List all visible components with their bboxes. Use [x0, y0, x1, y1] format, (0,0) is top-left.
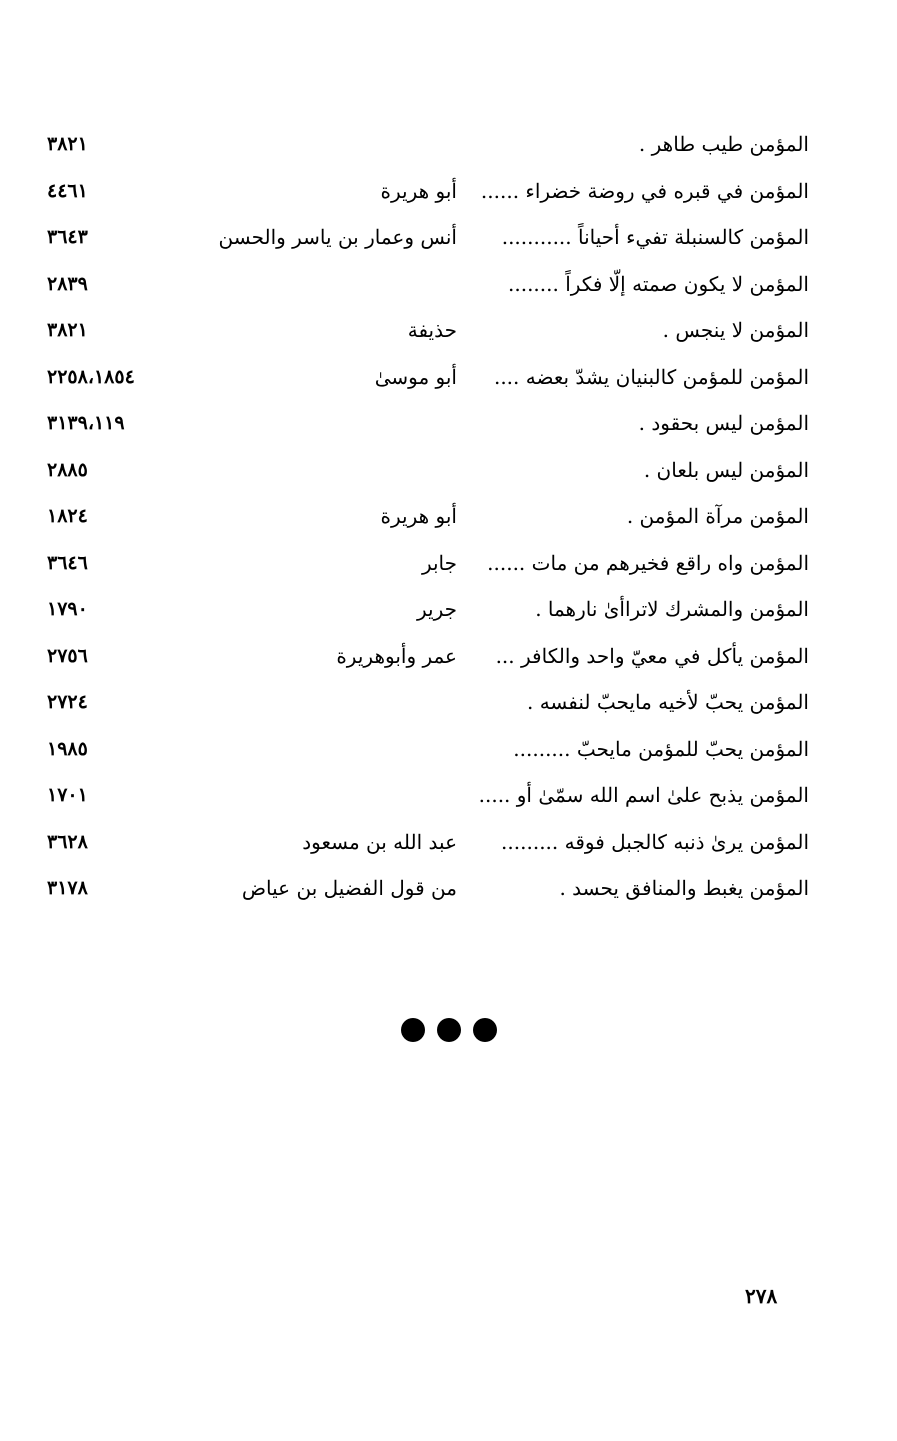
hadith-text: المؤمن يغبط والمنافق يحسد . — [559, 876, 809, 900]
narrator-name: عبد الله بن مسعود — [302, 829, 457, 854]
hadith-text: المؤمن ليس بلعان . — [643, 457, 809, 482]
ornament-dot-icon — [437, 1018, 461, 1042]
hadith-text: المؤمن يرىٰ ذنبه كالجبل فوقه ......... — [501, 829, 809, 854]
hadith-text: المؤمن طيب طاهر . — [638, 132, 809, 156]
narrator-name: أبو هريرة — [380, 504, 457, 528]
index-row — [0, 353, 897, 400]
narrator-name: أبو هريرة — [380, 178, 457, 203]
hadith-number: ٣٨٢١ — [47, 133, 88, 155]
index-row — [0, 539, 897, 586]
section-end-ornament — [0, 1018, 897, 1042]
index-row — [0, 213, 897, 260]
hadith-text: المؤمن في قبره في روضة خضراء ...... — [480, 178, 809, 203]
hadith-index-list — [0, 120, 897, 911]
hadith-text: المؤمن لا يكون صمته إلّا فكراً ........ — [508, 271, 809, 296]
hadith-number: ٣٦٢٨ — [47, 830, 88, 853]
hadith-number: ٢٧٥٦ — [47, 644, 88, 667]
index-row — [0, 632, 897, 679]
hadith-text: المؤمن يأكل في معيّ واحد والكافر ... — [495, 643, 809, 668]
hadith-number: ١٨٢٤ — [47, 505, 88, 527]
hadith-text: المؤمن للمؤمن كالبنيان يشدّ بعضه .... — [493, 364, 809, 389]
hadith-number: ١٧٩٠ — [47, 598, 88, 620]
index-row — [0, 818, 897, 865]
index-row — [0, 306, 897, 353]
ornament-dot-icon — [473, 1018, 497, 1042]
hadith-number: ٢٧٢٤ — [47, 691, 88, 713]
narrator-name: جابر — [421, 550, 457, 575]
ornament-dot-icon — [401, 1018, 425, 1042]
hadith-text: المؤمن لا ينجس . — [662, 318, 809, 342]
index-row — [0, 260, 897, 307]
hadith-text: المؤمن كالسنبلة تفيء أحياناً ........... — [501, 225, 809, 249]
hadith-number: ١٩٨٥ — [47, 737, 88, 760]
index-row — [0, 585, 897, 632]
hadith-text: المؤمن واه راقع فخيرهم من مات ...... — [487, 550, 809, 575]
hadith-number: ٣٦٤٦ — [47, 551, 88, 574]
hadith-number: ٣٦٤٣ — [47, 226, 88, 248]
hadith-number: ٣١٧٨ — [47, 877, 88, 899]
hadith-number: ٢٨٨٥ — [47, 458, 88, 481]
hadith-number: ٣١٣٩،١١٩ — [47, 412, 125, 434]
hadith-text: المؤمن يحبّ للمؤمن مايحبّ ......... — [513, 736, 809, 761]
index-row — [0, 399, 897, 446]
hadith-number: ٤٤٦١ — [47, 179, 88, 202]
index-row — [0, 120, 897, 167]
index-row — [0, 492, 897, 539]
index-row — [0, 771, 897, 818]
hadith-number: ٣٨٢١ — [47, 319, 88, 341]
index-row — [0, 678, 897, 725]
narrator-name: عمر وأبوهريرة — [336, 643, 457, 668]
hadith-number: ٢٢٥٨،١٨٥٤ — [47, 365, 135, 388]
index-row — [0, 167, 897, 214]
hadith-number: ١٧٠١ — [47, 784, 88, 806]
hadith-text: المؤمن يذبح علىٰ اسم الله سمّىٰ أو ..... — [479, 783, 809, 807]
narrator-name: أبو موسىٰ — [374, 364, 457, 389]
hadith-number: ٢٨٣٩ — [47, 272, 88, 295]
hadith-text: المؤمن والمشرك لاتراأىٰ نارهما . — [535, 597, 809, 621]
narrator-name: من قول الفضيل بن عياض — [241, 876, 457, 900]
narrator-name: أنس وعمار بن ياسر والحسن — [218, 225, 457, 249]
hadith-text: المؤمن يحبّ لأخيه مايحبّ لنفسه . — [526, 690, 809, 714]
hadith-text: المؤمن ليس بحقود . — [638, 411, 809, 435]
index-row — [0, 864, 897, 911]
index-row — [0, 725, 897, 772]
narrator-name: جرير — [417, 597, 457, 621]
page-number: ٢٧٨ — [745, 1284, 778, 1308]
index-row — [0, 446, 897, 493]
hadith-text: المؤمن مرآة المؤمن . — [626, 504, 809, 528]
narrator-name: حذيفة — [407, 318, 457, 342]
